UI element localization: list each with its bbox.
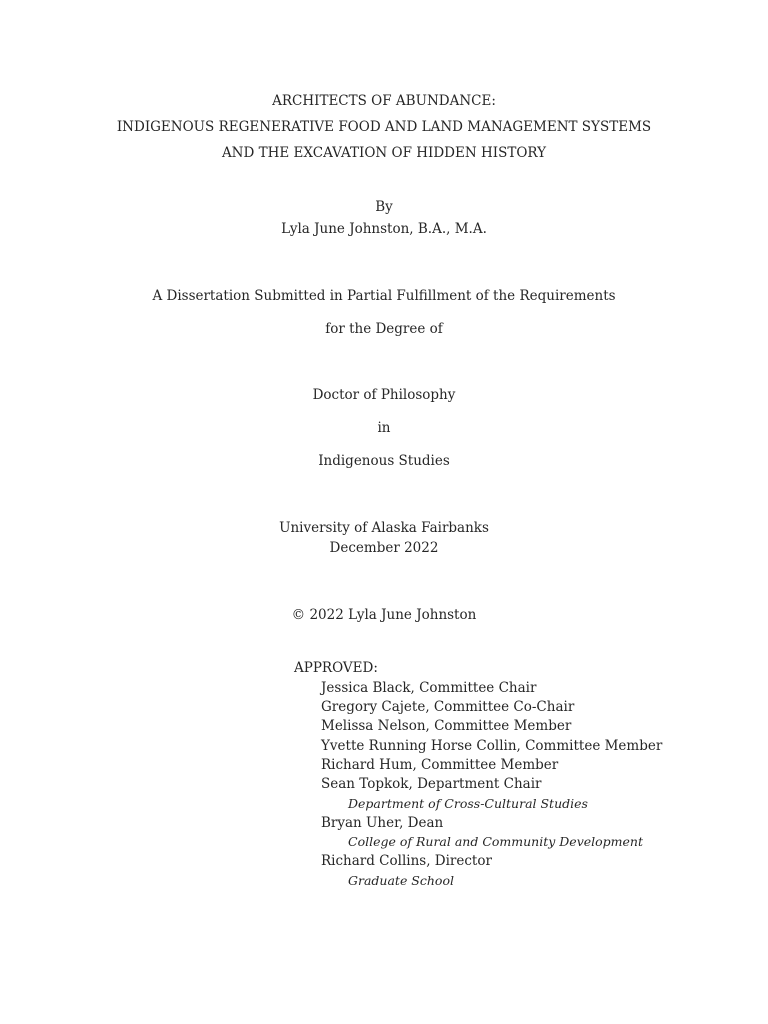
- approved-heading: APPROVED:: [294, 660, 378, 676]
- committee-entry: Melissa Nelson, Committee Member: [321, 718, 572, 734]
- committee-entry: Richard Hum, Committee Member: [321, 757, 559, 773]
- degree-in: in: [377, 420, 391, 436]
- graduate-school-name: Graduate School: [348, 873, 454, 888]
- title-line-2: INDIGENOUS REGENERATIVE FOOD AND LAND MANAGEMENT SYSTEMS: [116, 119, 652, 135]
- committee-entry: Sean Topkok, Department Chair: [321, 776, 542, 792]
- committee-entry: Richard Collins, Director: [321, 853, 492, 869]
- college-name: College of Rural and Community Development: [348, 834, 644, 849]
- degree-field: Indigenous Studies: [318, 453, 450, 469]
- copyright-notice: © 2022 Lyla June Johnston: [291, 607, 477, 623]
- committee-entry: Bryan Uher, Dean: [321, 815, 444, 831]
- author-name: Lyla June Johnston, B.A., M.A.: [281, 221, 487, 237]
- department-name: Department of Cross-Cultural Studies: [348, 796, 588, 811]
- degree-intro: for the Degree of: [325, 321, 443, 337]
- submission-date: December 2022: [329, 540, 439, 556]
- title-line-3: AND THE EXCAVATION OF HIDDEN HISTORY: [221, 145, 547, 161]
- committee-entry: Yvette Running Horse Collin, Committee Member: [321, 738, 663, 754]
- submission-statement: A Dissertation Submitted in Partial Fulfillment of the Requirements: [152, 288, 616, 304]
- committee-entry: Gregory Cajete, Committee Co-Chair: [321, 699, 575, 715]
- by-label: By: [375, 199, 393, 215]
- university-name: University of Alaska Fairbanks: [279, 520, 489, 536]
- title-line-1: ARCHITECTS OF ABUNDANCE:: [272, 93, 496, 109]
- degree-name: Doctor of Philosophy: [312, 387, 456, 403]
- committee-entry: Jessica Black, Committee Chair: [321, 680, 537, 696]
